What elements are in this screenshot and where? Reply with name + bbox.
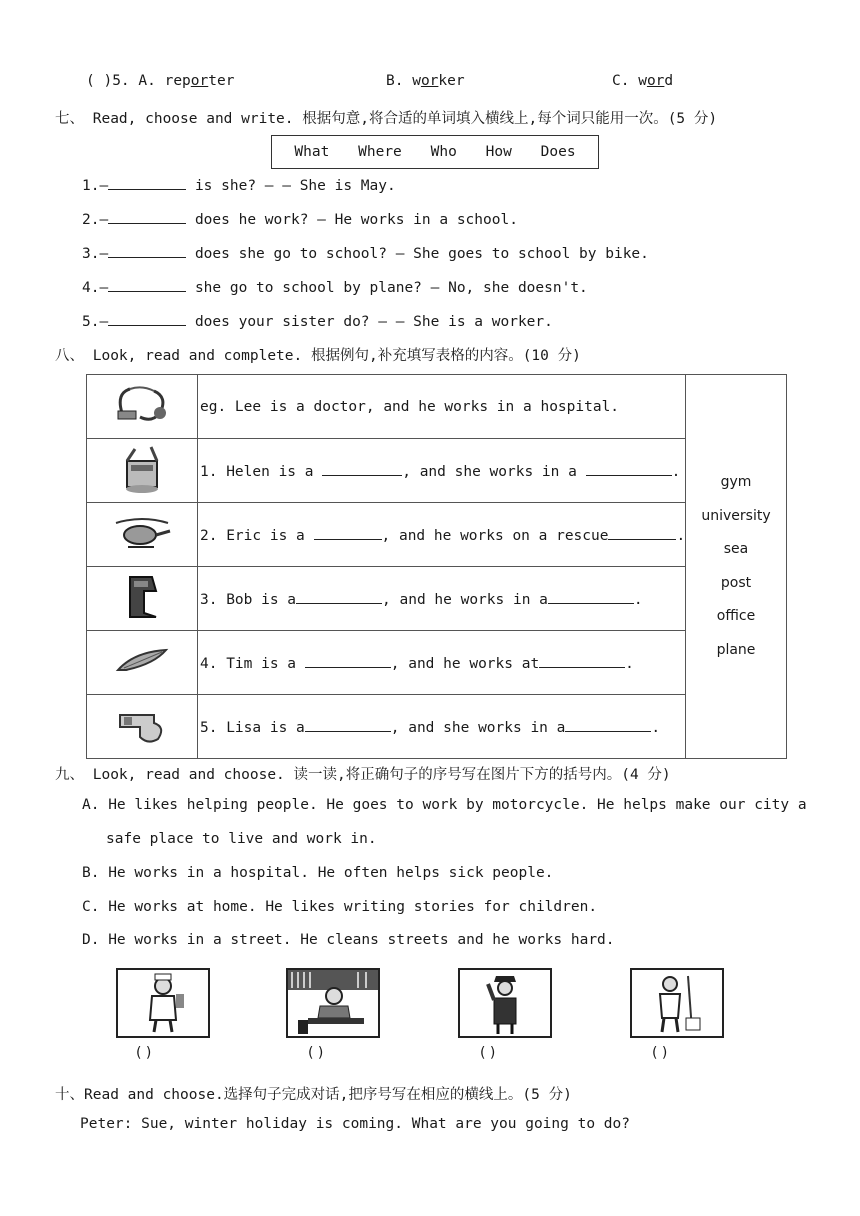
word-box (271, 135, 599, 169)
table-row (87, 631, 787, 695)
sec7-item-4: 4.— she go to school by plane? — No, she doesn't. (82, 277, 588, 296)
sec9-option-b: B. He works in a hospital. He often helps sick people. (82, 865, 554, 881)
answer-paren[interactable]: ( ) (480, 1045, 496, 1061)
sentence-cell: 3. Bob is a , and he works in a . (198, 567, 686, 631)
picture-cell (87, 567, 198, 631)
answer-paren[interactable]: ( ) (652, 1045, 668, 1061)
q5-paren: ( )5. (86, 73, 130, 89)
answer-blank[interactable] (108, 209, 186, 224)
mailbag-icon (117, 443, 167, 495)
helicopter-icon (112, 513, 172, 553)
sentence-cell: 4. Tim is a , and he works at . (198, 631, 686, 695)
stethoscope-icon (112, 383, 172, 427)
answer-paren[interactable]: ( ) (136, 1045, 152, 1061)
answer-blank[interactable] (108, 277, 186, 292)
picture-cell (87, 375, 198, 439)
answer-blank[interactable] (305, 653, 391, 668)
gym-machine-icon (122, 573, 162, 621)
section-10-heading: 十、Read and choose.选择句子完成对话,把序号写在相应的横线上。(5 分) (55, 1087, 572, 1103)
whistle-icon (114, 705, 170, 745)
word-option: Does (540, 144, 576, 160)
doctor-picture (116, 968, 210, 1038)
section-9-heading: 九、 Look, read and choose. 读一读,将正确句子的序号写在图片下方的括号内。(4 分) (55, 767, 671, 783)
word-option: Who (430, 144, 457, 160)
table-row (87, 503, 787, 567)
sec9-option-c: C. He works at home. He likes writing stories for children. (82, 899, 598, 915)
word-bank-item: post (720, 574, 752, 591)
sec7-item-3: 3.— does she go to school? — She goes to school by bike. (82, 243, 649, 262)
picture-cell (87, 503, 198, 567)
answer-blank[interactable] (608, 525, 676, 540)
answer-blank[interactable] (539, 653, 625, 668)
word-bank-item: office (716, 608, 756, 624)
section-8-heading: 八、 Look, read and complete. 根据例句,补充填写表格的内容。(10 分) (55, 348, 581, 364)
answer-blank[interactable] (314, 525, 382, 540)
sentence-cell: 2. Eric is a , and he works on a rescue . (198, 503, 686, 567)
word-bank (686, 375, 787, 759)
answer-paren[interactable]: ( ) (308, 1045, 324, 1061)
complete-table (86, 374, 787, 759)
sec9-option-d: D. He works in a street. He cleans streets and he works hard. (82, 932, 615, 948)
answer-blank[interactable] (296, 589, 382, 604)
writer-picture (286, 968, 380, 1038)
table-row (87, 375, 787, 439)
word-option: What (294, 144, 330, 160)
answer-blank[interactable] (108, 311, 186, 326)
table-row (87, 695, 787, 759)
sentence-cell: 1. Helen is a , and she works in a . (198, 439, 686, 503)
answer-blank[interactable] (108, 175, 186, 190)
table-row (87, 567, 787, 631)
q5-line: ( )5. A. reporter (86, 73, 235, 89)
word-bank-item: university (701, 507, 771, 524)
answer-blank[interactable] (305, 717, 391, 732)
word-option: How (485, 144, 512, 160)
sec9-option-a: A. He likes helping people. He goes to work by motorcycle. He helps make our city a (82, 797, 807, 813)
answer-blank[interactable] (565, 717, 651, 732)
sec7-item-1: 1.— is she? — — She is May. (82, 175, 396, 194)
picture-cell (87, 695, 198, 759)
picture-cell (87, 631, 198, 695)
word-bank-item: sea (723, 541, 749, 557)
answer-blank[interactable] (586, 461, 672, 476)
policeman-picture (458, 968, 552, 1038)
word-bank-item: gym (720, 474, 752, 490)
sec9-option-a-cont: safe place to live and work in. (106, 831, 377, 847)
dialogue-line: Peter: Sue, winter holiday is coming. What are you going to do? (80, 1116, 630, 1132)
answer-blank[interactable] (108, 243, 186, 258)
picture-cell (87, 439, 198, 503)
q5-option-c: C. word (612, 73, 674, 89)
word-option: Where (358, 144, 402, 160)
word-bank-item: plane (716, 641, 756, 658)
sentence-cell: eg. Lee is a doctor, and he works in a hospital. (198, 375, 686, 439)
option-a: reporter (164, 73, 235, 89)
sentence-cell: 5. Lisa is a , and she works in a . (198, 695, 686, 759)
cleaner-picture (630, 968, 724, 1038)
q5-option-b: B. worker (386, 73, 465, 89)
answer-blank[interactable] (322, 461, 402, 476)
sec7-item-2: 2.— does he work? — He works in a school. (82, 209, 518, 228)
answer-blank[interactable] (548, 589, 634, 604)
section-7-heading: 七、 Read, choose and write. 根据句意,将合适的单词填入横线上,每个词只能用一次。(5 分) (55, 111, 718, 127)
table-row (87, 439, 787, 503)
feather-pen-icon (114, 646, 170, 676)
sec7-item-5: 5.— does your sister do? — — She is a worker. (82, 311, 553, 330)
